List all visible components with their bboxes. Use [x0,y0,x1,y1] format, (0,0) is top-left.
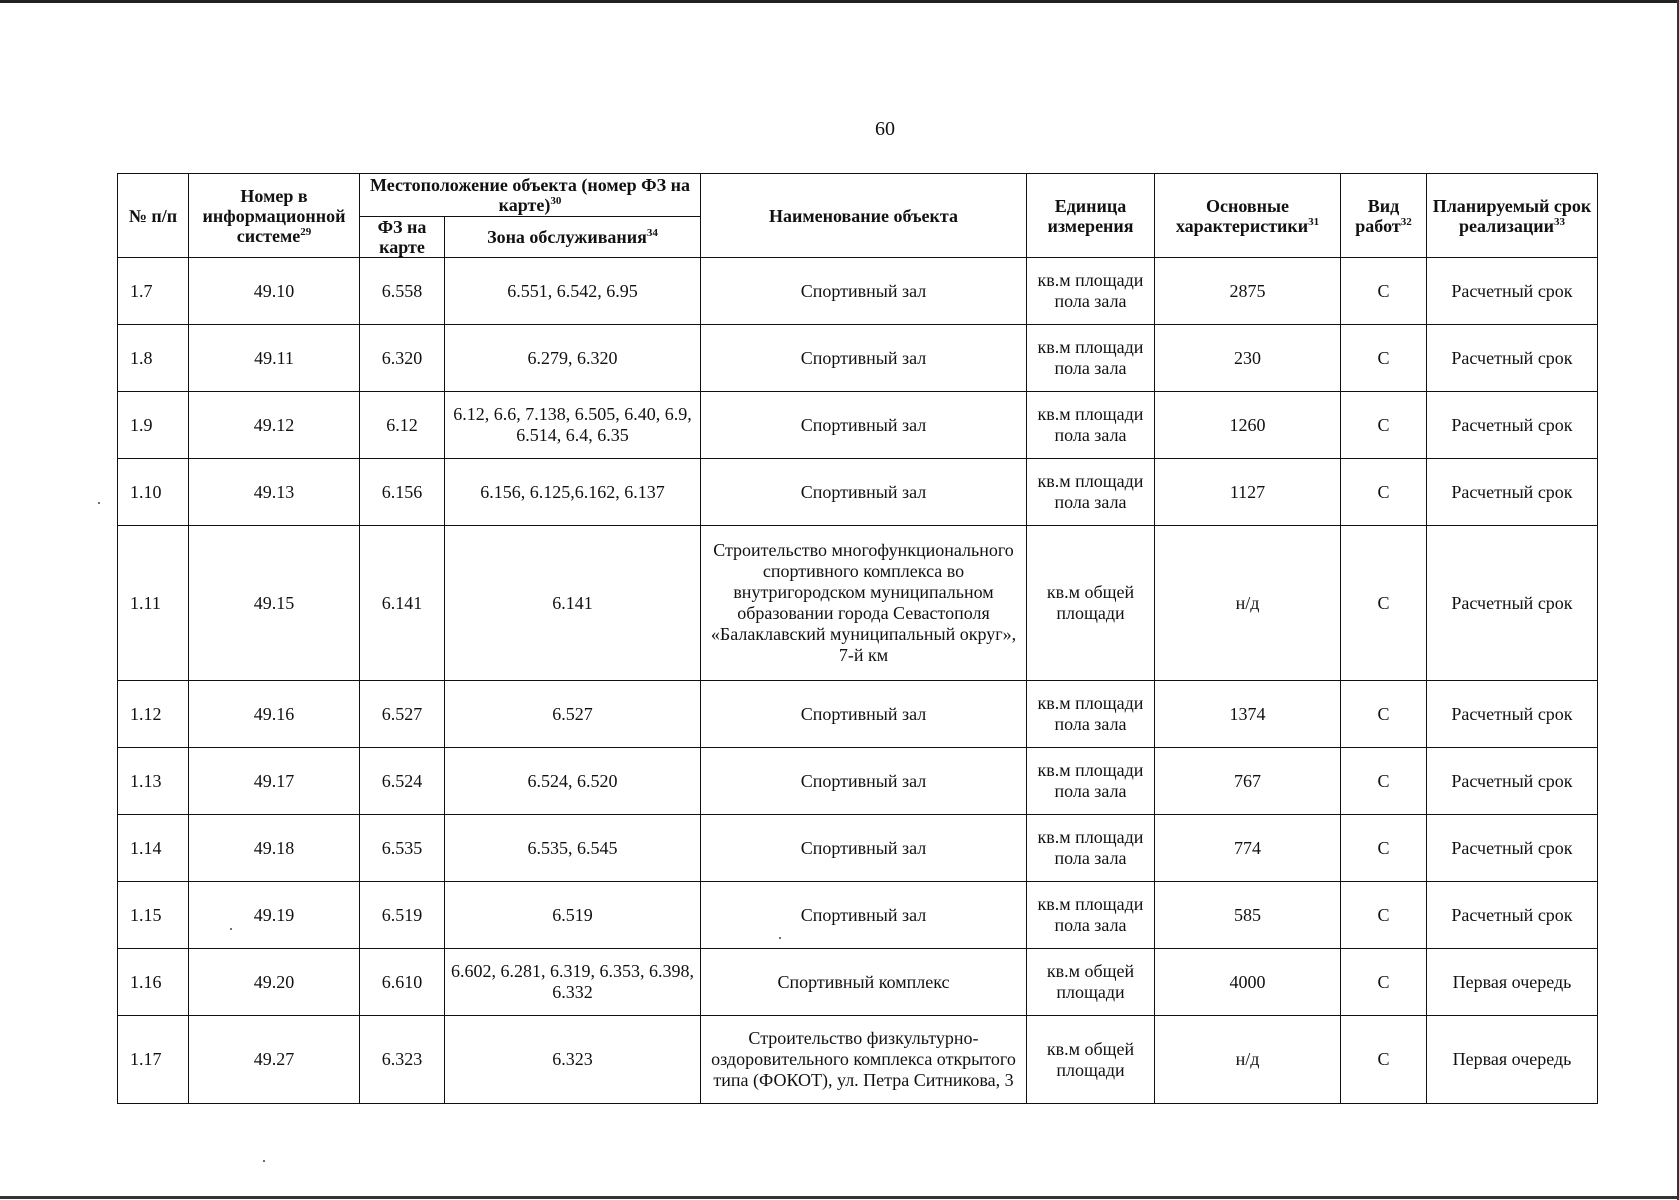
cell-zone: 6.12, 6.6, 7.138, 6.505, 6.40, 6.9, 6.514, 6.4, 6.35 [445,392,701,459]
cell-zone: 6.156, 6.125,6.162, 6.137 [445,459,701,526]
cell-info-number: 49.13 [189,459,360,526]
cell-name: Строительство многофункционального спортивного комплекса во внутригородском муниципальном образовании города Севастополя «Балаклавский муниципальный округ», 7-й км [701,526,1027,681]
cell-deadline: Расчетный срок [1427,882,1598,949]
header-characteristics: Основные характеристики$^{31}$ [1155,174,1341,258]
header-zone: Зона обслуживания$^{34}$ [445,217,701,258]
cell-zone: 6.535, 6.545 [445,815,701,882]
cell-num: 1.8 [118,325,189,392]
cell-deadline: Расчетный срок [1427,815,1598,882]
cell-characteristics: 585 [1155,882,1341,949]
facilities-table [117,173,1598,1104]
table-row [118,526,1598,681]
scan-speck [98,502,100,504]
cell-name: Спортивный зал [701,258,1027,325]
table-header-row [118,174,1598,217]
header-info-number: Номер в информационной системе$^{29}$ [189,174,360,258]
cell-name: Спортивный зал [701,459,1027,526]
cell-name: Спортивный зал [701,882,1027,949]
cell-fz: 6.558 [360,258,445,325]
cell-num: 1.10 [118,459,189,526]
cell-characteristics: 4000 [1155,949,1341,1016]
cell-name: Спортивный комплекс [701,949,1027,1016]
cell-info-number: 49.16 [189,681,360,748]
cell-deadline: Первая очередь [1427,1016,1598,1104]
cell-characteristics: 1127 [1155,459,1341,526]
header-fz: ФЗ на карте [360,217,445,258]
cell-unit: кв.м площади пола зала [1027,392,1155,459]
cell-num: 1.17 [118,1016,189,1104]
cell-fz: 6.535 [360,815,445,882]
cell-info-number: 49.20 [189,949,360,1016]
cell-deadline: Расчетный срок [1427,459,1598,526]
cell-name: Спортивный зал [701,748,1027,815]
cell-unit: кв.м площади пола зала [1027,258,1155,325]
cell-fz: 6.527 [360,681,445,748]
page-number: 60 [875,118,895,140]
scan-speck [263,1160,265,1162]
table-row [118,325,1598,392]
cell-work-type: С [1341,526,1427,681]
cell-unit: кв.м площади пола зала [1027,748,1155,815]
cell-name: Спортивный зал [701,392,1027,459]
cell-work-type: С [1341,392,1427,459]
cell-fz: 6.610 [360,949,445,1016]
cell-num: 1.12 [118,681,189,748]
cell-characteristics: 2875 [1155,258,1341,325]
cell-info-number: 49.18 [189,815,360,882]
cell-deadline: Расчетный срок [1427,526,1598,681]
cell-info-number: 49.17 [189,748,360,815]
cell-info-number: 49.12 [189,392,360,459]
cell-work-type: С [1341,882,1427,949]
cell-zone: 6.551, 6.542, 6.95 [445,258,701,325]
header-deadline: Планируемый срок реализации$^{33}$ [1427,174,1598,258]
table-row [118,258,1598,325]
table-row [118,681,1598,748]
cell-name: Спортивный зал [701,325,1027,392]
cell-characteristics: 774 [1155,815,1341,882]
cell-info-number: 49.15 [189,526,360,681]
header-location: Местоположение объекта (номер ФЗ на карте)$^{30}$ [360,174,701,217]
cell-num: 1.11 [118,526,189,681]
table-row [118,949,1598,1016]
cell-zone: 6.602, 6.281, 6.319, 6.353, 6.398, 6.332 [445,949,701,1016]
cell-characteristics: 1260 [1155,392,1341,459]
cell-fz: 6.156 [360,459,445,526]
cell-num: 1.15 [118,882,189,949]
cell-unit: кв.м общей площади [1027,1016,1155,1104]
table-row [118,392,1598,459]
cell-zone: 6.323 [445,1016,701,1104]
cell-info-number: 49.27 [189,1016,360,1104]
cell-name: Спортивный зал [701,815,1027,882]
cell-characteristics: н/д [1155,1016,1341,1104]
cell-num: 1.7 [118,258,189,325]
cell-unit: кв.м площади пола зала [1027,681,1155,748]
header-num: № п/п [118,174,189,258]
cell-fz: 6.12 [360,392,445,459]
cell-characteristics: н/д [1155,526,1341,681]
cell-unit: кв.м площади пола зала [1027,459,1155,526]
cell-work-type: С [1341,815,1427,882]
cell-deadline: Расчетный срок [1427,325,1598,392]
cell-num: 1.13 [118,748,189,815]
cell-fz: 6.320 [360,325,445,392]
cell-fz: 6.519 [360,882,445,949]
table-row [118,882,1598,949]
cell-zone: 6.524, 6.520 [445,748,701,815]
cell-zone: 6.141 [445,526,701,681]
cell-characteristics: 767 [1155,748,1341,815]
cell-deadline: Расчетный срок [1427,392,1598,459]
cell-unit: кв.м общей площади [1027,526,1155,681]
cell-characteristics: 230 [1155,325,1341,392]
table-row [118,748,1598,815]
cell-deadline: Первая очередь [1427,949,1598,1016]
cell-unit: кв.м площади пола зала [1027,325,1155,392]
cell-info-number: 49.11 [189,325,360,392]
cell-work-type: С [1341,325,1427,392]
cell-num: 1.16 [118,949,189,1016]
cell-work-type: С [1341,258,1427,325]
cell-num: 1.14 [118,815,189,882]
cell-work-type: С [1341,681,1427,748]
scan-top-edge [0,0,1679,3]
cell-deadline: Расчетный срок [1427,748,1598,815]
header-work-type: Вид работ$^{32}$ [1341,174,1427,258]
cell-unit: кв.м площади пола зала [1027,815,1155,882]
scan-bottom-edge [0,1196,1679,1199]
cell-zone: 6.527 [445,681,701,748]
cell-info-number: 49.19 [189,882,360,949]
header-unit: Единица измерения [1027,174,1155,258]
table-row [118,1016,1598,1104]
table-row [118,459,1598,526]
cell-name: Спортивный зал [701,681,1027,748]
cell-deadline: Расчетный срок [1427,681,1598,748]
cell-fz: 6.141 [360,526,445,681]
cell-work-type: С [1341,949,1427,1016]
cell-deadline: Расчетный срок [1427,258,1598,325]
cell-zone: 6.279, 6.320 [445,325,701,392]
table-row [118,815,1598,882]
cell-characteristics: 1374 [1155,681,1341,748]
cell-fz: 6.524 [360,748,445,815]
cell-work-type: С [1341,748,1427,815]
cell-num: 1.9 [118,392,189,459]
header-name: Наименование объекта [701,174,1027,258]
cell-work-type: С [1341,1016,1427,1104]
cell-name: Строительство физкультурно-оздоровительного комплекса открытого типа (ФОКОТ), ул. Петра Ситникова, 3 [701,1016,1027,1104]
cell-fz: 6.323 [360,1016,445,1104]
cell-unit: кв.м общей площади [1027,949,1155,1016]
cell-info-number: 49.10 [189,258,360,325]
cell-work-type: С [1341,459,1427,526]
cell-zone: 6.519 [445,882,701,949]
cell-unit: кв.м площади пола зала [1027,882,1155,949]
